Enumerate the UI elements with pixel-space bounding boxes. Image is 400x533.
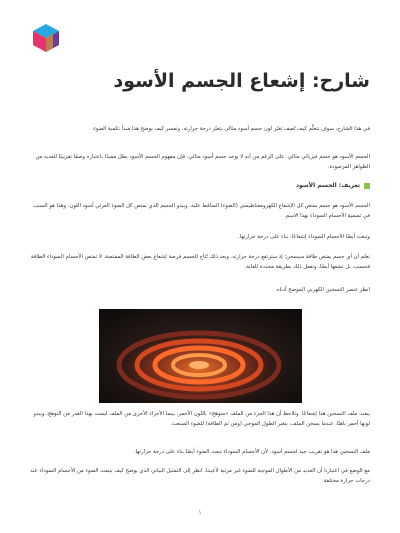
definition-paragraph: الجسم الأسود هو جسم يمتص كل الإشعاع الكهرومغناطيسي (الضوء) الساقط عليه. ويبدو الجسم الذي يمتص كل الضوء العرئي أسود اللون، وهذا هو السبب في تسمية الأجسام السوداء بهذا الاسم.	[32, 203, 370, 219]
intro-paragraph: في هذا الشارح، سوف نتعلَّم كيف تُصِف تغيّر لون جسم أسود مثالي بتغيّر درجة حرارته، ونفسر كيف يوضح هذا مبدأ تكمية الضوء.	[91, 126, 370, 132]
approx-paragraph: ملف التسخين هذا هو تقريب جيد لجسم أسود. لأن الأجسام السوداء تبعث الضوء أيضًا بناء على درجة حرارتها.	[133, 449, 370, 455]
emit-paragraph: وتبعث أيضًا الأجسام السوداء إشعاعًا، بناء على درجة حرارتها.	[238, 234, 370, 240]
page-number: ١	[198, 509, 202, 516]
nagwa-logo	[33, 24, 59, 52]
page-title: شارح: إشعاع الجسم الأسود	[113, 70, 370, 92]
look-paragraph: انظر عنصر التسخين الكهربي الموضح أدناه.	[275, 287, 370, 293]
definition-marker-icon	[364, 183, 370, 189]
graph-paragraph: مع الوضع في اعتبارنا أن العديد من الأطوال الموجية للضوء غير مرئية لأعيننا، انظر إلى التمثيل البياني الذي يوضح كيف يتبعث الضوء من الأجسام السوداء عند درجات حرارة مختلفة.	[30, 468, 370, 484]
heating-coil-photo	[99, 309, 302, 403]
ideal-paragraph: الجسم الأسود هو جسم فيزيائي مثالي. على الرغم من أنه لا يوجد جسم أسود مثالي، فإن مفهوم الجسم الأسود يظل مفيدًا باعتباره وصفًا تقريبيًا للعديد من الظواهر المرصودة.	[35, 154, 370, 170]
definition-heading: تعريف: الجسم الأسود	[30, 181, 370, 191]
heater-paragraph: يبعث ملف التسخين هذا إشعاعًا. وتلاحظ أن هذا الجزء من الملف «متوهج» باللون الأحمر، بينما الأجزاء الأخرى من الملف ليست بهذا القدر من التوهج، ويبدو لونها أحمر باهتًا. عندما يسخن الملف، يتغير الطول الموجي (ومن ثم الطاقة) للضوء المنبعث.	[33, 411, 370, 427]
energy-paragraph: نعلم أن أي جسم يمتص طاقة سيسخن؛ إذ سترتفع درجة حرارته. وبعد ذلك تُتاح للجسم فرصة إشعاع بعض الطاقة الممتصة. لا تمتص الأجسام السوداء الطاقة فحسب، بل تشعها أيضًا، وتفعل ذلك بطريقة محددة للغاية.	[30, 254, 370, 270]
